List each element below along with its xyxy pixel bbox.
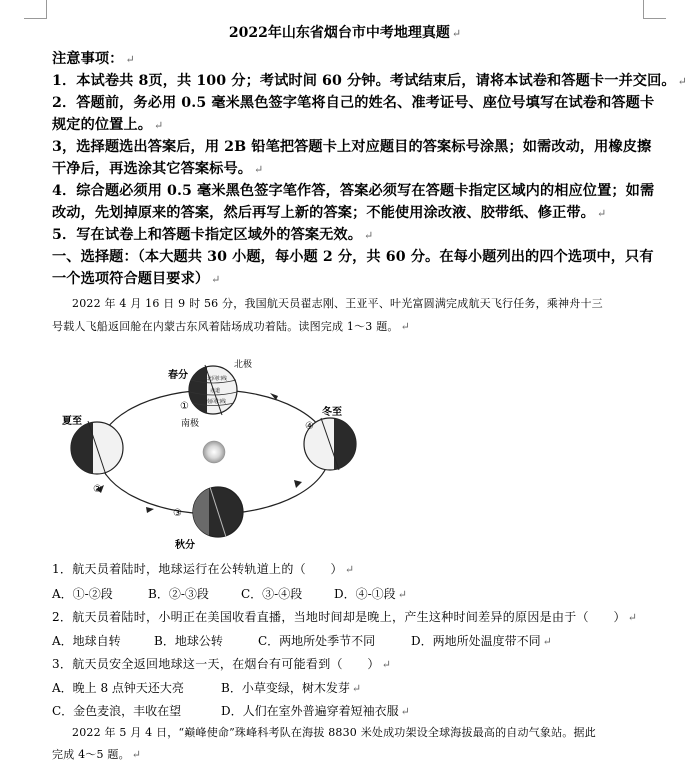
notice-item-text: 2．答题前，务必用 0.5 毫米黑色签字笔将自己的姓名、准考证号、座位号填写在试卷和答题卡	[52, 95, 655, 111]
earth-orbit-diagram	[0, 352, 690, 552]
paragraph-mark: ↵	[154, 119, 164, 132]
paragraph-mark: ↵	[596, 207, 607, 220]
question-stem	[52, 560, 354, 577]
label-north-pole: 北极	[234, 360, 253, 370]
notice-item-text: 4．综合题必须用 0.5 毫米黑色签字笔作答，答案必须写在答题卡指定区域内的相应位置；如需	[52, 183, 655, 199]
answer-option	[221, 702, 410, 719]
question-stem-text: 2．航天员着陆时，小明正在美国收看直播，当地时间却是晚上，产生这种时间差异的原因是由于（ ）	[52, 610, 626, 624]
passage-text	[72, 295, 603, 311]
sun	[203, 441, 225, 463]
svg-text:南回归线: 南回归线	[206, 399, 227, 405]
passage-text	[52, 746, 141, 762]
question-stem-text: 3．航天员安全返回地球这一天，在烟台有可能看到（ ）	[52, 657, 380, 671]
notice-item-text: 干净后，再选涂其它答案标号。	[52, 161, 253, 177]
answer-option-text: D．人们在室外普遍穿着短袖衣服	[221, 704, 399, 718]
page-corner-mark	[24, 0, 47, 19]
title-text: 2022年山东省烟台市中考地理真题	[228, 25, 450, 41]
earth-summer	[71, 421, 123, 475]
passage-line: 完成 4～5 题。	[52, 748, 130, 761]
paragraph-mark: ↵	[351, 682, 362, 695]
notice-item	[52, 136, 651, 156]
label-spring: 春分	[168, 370, 188, 381]
passage-line: 2022 年 5 月 4 日，“巅峰使命”珠峰科考队在海拔 8830 米处成功架设全球海拔最高的自动气象站。据此	[72, 726, 596, 739]
paragraph-mark: ↵	[400, 705, 410, 718]
section-heading-text: 一、选择题：（本大题共 30 小题，每小题 2 分，共 60 分。在每小题列出的四个选项中，只有	[52, 249, 654, 265]
answer-option: A．①-②段	[52, 587, 113, 601]
notice-item	[52, 180, 654, 200]
section-heading	[52, 268, 221, 288]
svg-text:北回归线: 北回归线	[207, 376, 228, 382]
answer-option: B．②-③段	[148, 587, 209, 601]
answer-option-text: D．④-①段	[334, 587, 396, 601]
label-winter: 冬至	[322, 407, 342, 418]
label-autumn: 秋分	[175, 540, 195, 551]
section-heading	[52, 246, 654, 266]
answer-option	[411, 632, 552, 649]
notice-heading	[52, 48, 135, 68]
answer-option: C．金色麦浪，丰收在望	[52, 704, 182, 718]
paragraph-mark: ↵	[254, 163, 264, 176]
position-2: ②	[93, 484, 102, 495]
answer-option: A．晚上 8 点钟天还大亮	[52, 681, 184, 695]
page-title	[0, 22, 690, 42]
paragraph-mark: ↵	[400, 320, 411, 333]
notice-item	[52, 114, 163, 134]
paragraph-mark: ↵	[131, 748, 142, 761]
position-4: ④	[305, 421, 314, 432]
notice-item	[52, 92, 654, 112]
question-stem	[52, 655, 391, 672]
answer-option: B．地球公转	[154, 634, 223, 648]
notice-heading-text: 注意事项：	[52, 51, 124, 67]
position-3: ③	[173, 508, 182, 519]
answer-option: A．地球自转	[52, 634, 121, 648]
question-stem-text: 1．航天员着陆时，地球运行在公转轨道上的（ ）	[52, 562, 343, 576]
orbit-arrow	[294, 480, 302, 488]
notice-item-text: 改动，先划掉原来的答案，然后再写上新的答案；不能使用涂改液、胶带纸、修正带。	[52, 205, 595, 221]
paragraph-mark: ↵	[125, 53, 135, 66]
passage-text	[52, 318, 410, 334]
earth-autumn	[193, 487, 243, 537]
svg-text:赤道: 赤道	[210, 388, 221, 394]
answer-option-text: B．小草变绿，树木发芽	[221, 681, 350, 695]
passage-line: 2022 年 4 月 16 日 9 时 56 分，我国航天员翟志刚、王亚平、叶光富圆满完成航天飞行任务，乘神舟十三	[72, 297, 603, 310]
notice-item-text: 5．写在试卷上和答题卡指定区域外的答案无效。	[52, 227, 363, 243]
answer-option: C．③-④段	[241, 587, 303, 601]
paragraph-mark: ↵	[397, 588, 407, 601]
notice-item	[52, 70, 687, 90]
orbit-arrow	[146, 507, 154, 513]
notice-item-text: 3，选择题选出答案后，用 2B 铅笔把答题卡上对应题目的答案标号涂黑；如需改动，用橡皮擦	[52, 139, 652, 155]
answer-option-text: D．两地所处温度带不同	[411, 634, 541, 648]
earth-spring	[189, 365, 237, 415]
answer-option	[334, 585, 407, 602]
paragraph-mark: ↵	[542, 635, 552, 648]
paragraph-mark: ↵	[677, 75, 687, 88]
paragraph-mark: ↵	[211, 273, 221, 286]
label-summer: 夏至	[62, 416, 82, 427]
page-corner-mark	[643, 0, 666, 19]
paragraph-mark: ↵	[627, 611, 638, 624]
notice-item	[52, 224, 373, 244]
answer-option	[221, 679, 361, 696]
section-heading-text: 一个选项符合题目要求）	[52, 271, 210, 287]
position-1: ①	[180, 401, 189, 412]
notice-item	[52, 202, 606, 222]
notice-item	[52, 158, 263, 178]
notice-item-text: 规定的位置上。	[52, 117, 153, 133]
question-stem	[52, 608, 637, 625]
answer-option: C．两地所处季节不同	[258, 634, 376, 648]
paragraph-mark: ↵	[364, 229, 374, 242]
paragraph-mark: ↵	[451, 27, 462, 40]
paragraph-mark: ↵	[381, 658, 392, 671]
passage-line: 号载人飞船返回舱在内蒙古东风着陆场成功着陆。读图完成 1～3 题。	[52, 320, 399, 333]
passage-text	[72, 724, 596, 740]
label-south-pole: 南极	[181, 419, 200, 429]
paragraph-mark: ↵	[344, 563, 355, 576]
notice-item-text: 1．本试卷共 8页，共 100 分；考试时间 60 分钟。考试结束后，请将本试卷和答题卡一并交回。	[52, 73, 676, 89]
